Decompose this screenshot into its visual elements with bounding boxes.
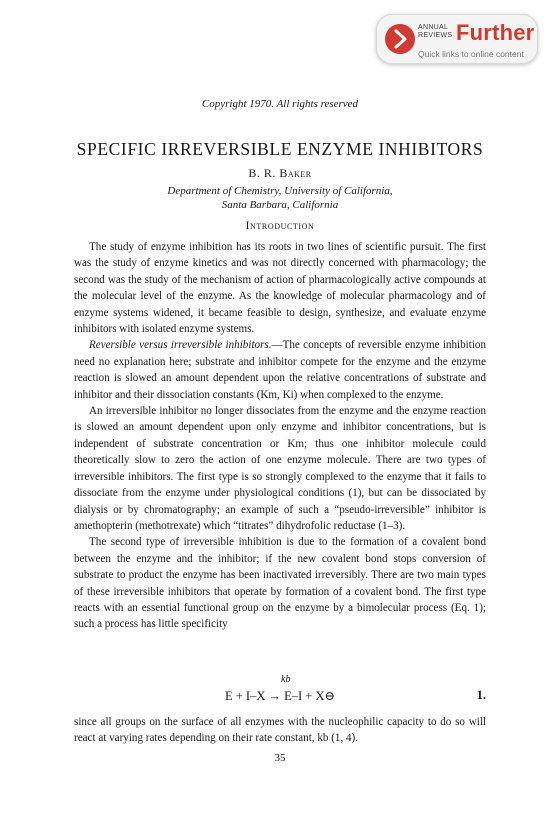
- paragraph-4: [74, 534, 486, 632]
- paragraph-1: [74, 239, 486, 337]
- paragraph-1-text: The study of enzyme inhibition has its roots in two lines of scientific pursuit. The first was the study of enzyme kinetics and was not directly concerned with pharmacology; the second was the study of the mechanism of action of pharmacologically active compounds at the molecular level of the enzyme. As the knowledge of molecular pharmacology and of enzyme systems widened, it became feasible to design, synthesize, and evaluate enzyme inhibitors with isolated enzyme systems.: [74, 241, 486, 336]
- copyright-notice: Copyright 1970. All rights reserved: [201, 98, 359, 110]
- author-name: B. R. Baker: [248, 166, 312, 180]
- paragraph-2-lead: Reversible versus irreversible inhibitors.: [89, 339, 272, 352]
- badge-subtitle: Quick links to online content: [418, 49, 524, 59]
- affiliation-line2: Santa Barbara, California: [221, 199, 339, 211]
- paragraph-4-text: The second type of irreversible inhibition is due to the formation of a covalent bond between the enzyme and the inhibitor; if the new covalent bond stops conversion of substrate to product the enzyme has been inactivated irreversibly. There are two main types of these irreversible inhibitors that operate by formation of a covalent bond. The first type reacts with an essential functional group on the enzyme by a bimolecular process (Eq. 1); such a process has little specificity: [74, 536, 486, 631]
- paragraph-2-text: —The concepts of reversible enzyme inhibition need no explanation here; substrate and inhibitor compete for the enzyme and the enzyme reaction is slowed an amount dependent upon the relative concentrations of substrate and inhibitor and their dissociation constants (Km, Ki) when complexed to the enzyme.: [74, 339, 486, 401]
- section-heading: Introduction: [245, 220, 315, 232]
- article-title: SPECIFIC IRREVERSIBLE ENZYME INHIBITORS: [76, 139, 484, 159]
- equation-number: 1.: [476, 688, 486, 702]
- arrow-right-icon: [385, 24, 415, 54]
- paragraph-after-equation: since all groups on the surface of all enzymes with the nucleophilic capacity to do so will react at varying rates depending on their rate constant, kb (1, 4).: [74, 716, 486, 745]
- equation-rate-constant: kb: [281, 674, 291, 685]
- author-affiliation: [0, 184, 560, 212]
- article-body: [74, 239, 486, 633]
- further-brand: Further: [456, 20, 535, 45]
- annual-reviews-label: [418, 24, 452, 40]
- badge-line1: ANNUAL: [418, 24, 449, 31]
- affiliation-line1: Department of Chemistry, University of California,: [167, 185, 393, 197]
- page-number: 35: [274, 752, 286, 764]
- paragraph-2: [74, 337, 486, 403]
- equation-expression: E + I–X → E–I + X⊖: [225, 689, 335, 703]
- equation-1: [74, 674, 486, 708]
- further-badge[interactable]: [376, 14, 538, 64]
- badge-line2: REVIEWS: [418, 32, 453, 39]
- paragraph-3: [74, 403, 486, 534]
- paragraph-3-text: An irreversible inhibitor no longer dissociates from the enzyme and the enzyme reaction is slowed an amount dependent upon only enzyme and inhibitor concentrations, but is independent of substrate concentration or Km; thus one inhibitor molecule could theoretically slow to zero the action of one enzyme molecule. There are two types of irreversible inhibitors. The first type is so strongly complexed to the enzyme that it fails to dissociate from the enzyme under physiological conditions (1), but can be dissociated by dialysis or by chromatography; an example of such a “pseudo-irreversible” inhibitor is amethopterin (methotrexate) which “titrates” dihydrofolic reductase (1–3).: [74, 405, 486, 532]
